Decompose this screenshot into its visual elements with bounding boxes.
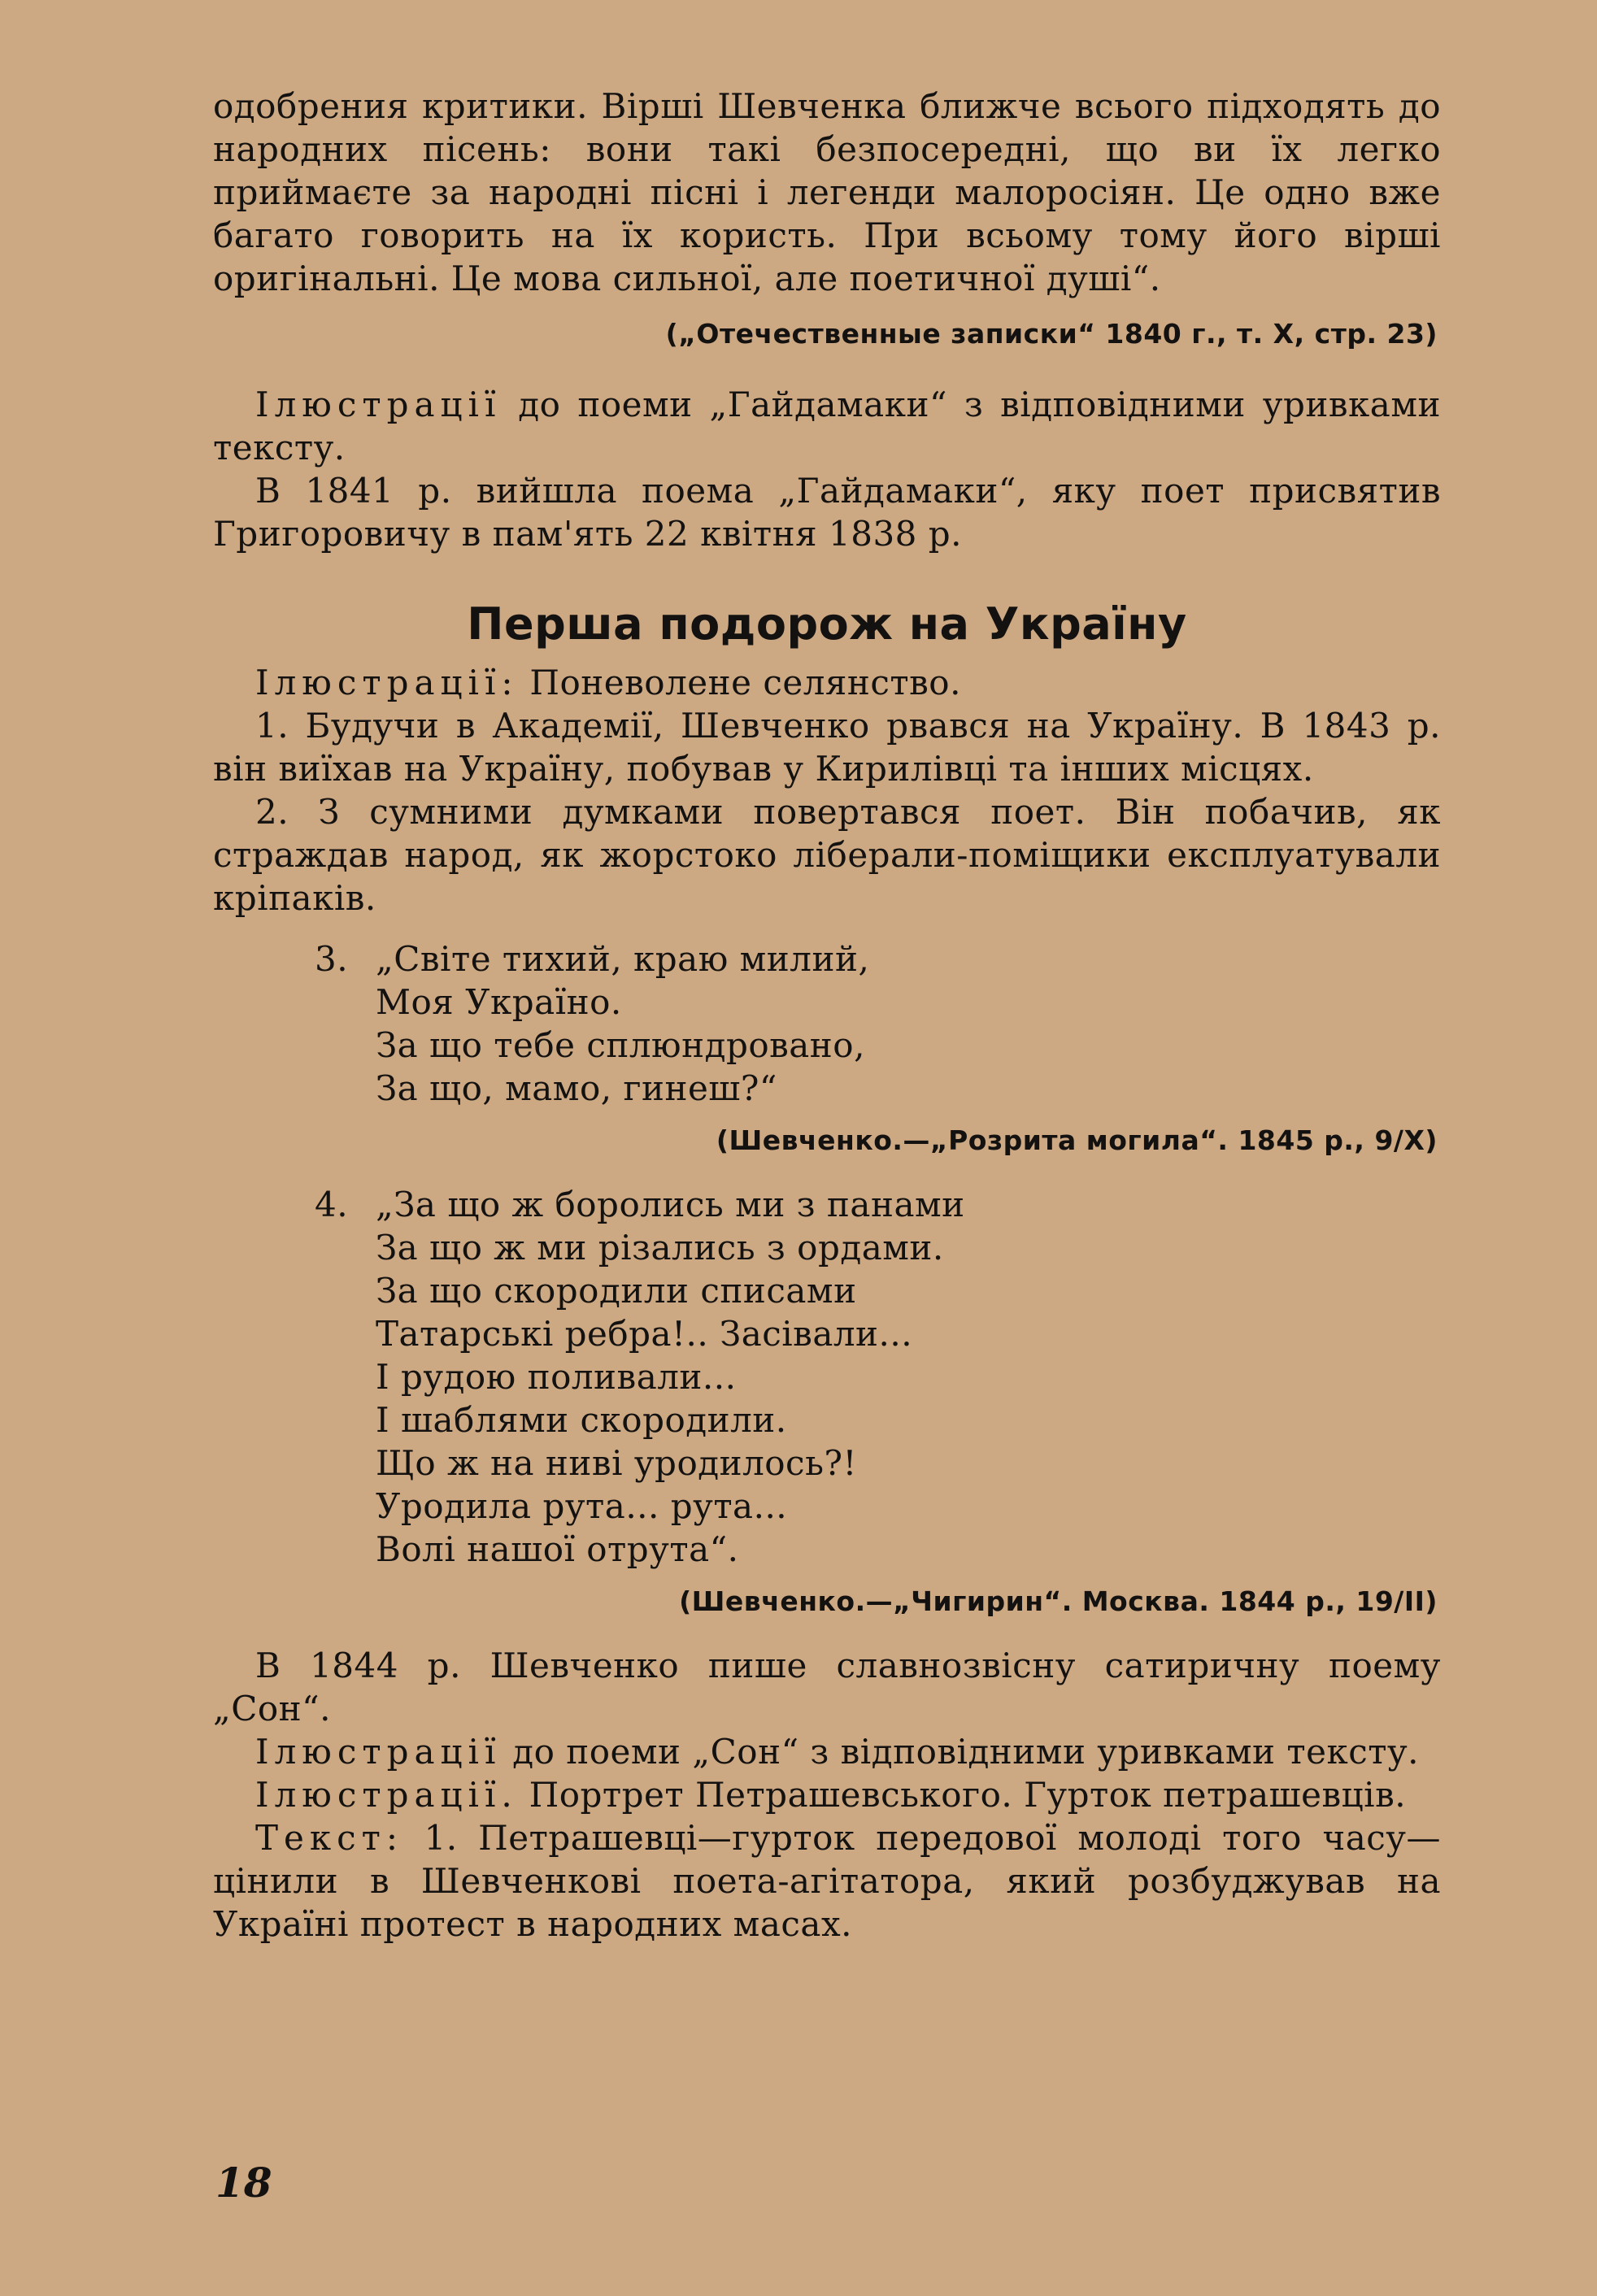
- poem-line: За що тебе сплюндровано,: [376, 1025, 865, 1065]
- poem-line: 4. „За що ж боролись ми з панами: [315, 1185, 965, 1224]
- page-content: [213, 85, 1441, 1946]
- poem-line: Татарські ребра!.. Засівали...: [376, 1314, 913, 1354]
- poem-line: Моя Україно.: [376, 982, 622, 1022]
- poem-line: За що, мамо, гинеш?“: [376, 1068, 777, 1108]
- poem-rozryta-mohyla: [315, 937, 1441, 1110]
- illustrations-enslaved-peasantry: [213, 661, 1441, 704]
- citation-otechestvennye-zapiski: („Отечественные записки“ 1840 г., т. X, стр. 23): [665, 318, 1438, 350]
- illustrations-text: Поневолене селянство.: [518, 663, 961, 702]
- illustrations-label: Ілюстрації.: [255, 1775, 518, 1815]
- citation-chyhyryn: (Шевченко.—„Чигирин“. Москва. 1844 р., 19/II): [679, 1585, 1438, 1617]
- poem-line: І рудою поливали...: [376, 1357, 737, 1397]
- page-number: 18: [215, 2159, 272, 2207]
- illustrations-text: Портрет Петрашевського. Гурток петрашевців.: [517, 1775, 1407, 1815]
- illustrations-text: до поеми „Сон“ з відповідними уривками тексту.: [501, 1732, 1420, 1772]
- illustrations-label: Ілюстрації: [255, 385, 502, 424]
- poem-line: 3. „Світе тихий, краю милий,: [315, 939, 870, 979]
- section-heading: Перша подорож на Україну: [467, 598, 1187, 650]
- poem-line: Волі нашої отрута“.: [376, 1529, 739, 1569]
- son-paragraph: В 1844 р. Шевченко пише славнозвісну сатиричну поему „Сон“.: [213, 1646, 1441, 1729]
- poem-line: Що ж на ниві уродилось?!: [376, 1443, 857, 1483]
- poem-number: 3.: [315, 939, 349, 979]
- illustrations-label: Ілюстрації:: [255, 663, 519, 702]
- poem-line: І шаблями скородили.: [376, 1400, 787, 1440]
- quote-continuation: одобрения критики. Вірші Шевченка ближче всього підходять до народних пісень: вони такі безпосередні, що ви їх легко приймаєте за народні пісні і легенди малоросіян. Це одно вже багато говорить на їх користь. При всьому тому його вірші оригінальні. Це мова сильної, але поетичної душі“.: [213, 86, 1441, 298]
- poem-line: За що ж ми різались з ордами.: [376, 1228, 944, 1268]
- illustrations-text: до поеми „Гайдамаки“ з відповідними уривками тексту.: [213, 385, 1441, 467]
- numbered-item-1: 1. Будучи в Академії, Шевченко рвався на Україну. В 1843 р. він виїхав на Україну, побував у Кирилівці та інших місцях.: [213, 706, 1441, 789]
- citation-rozryta-mohyla: (Шевченко.—„Розрита могила“. 1845 р., 9/X): [716, 1124, 1438, 1156]
- text-label: Текст:: [255, 1818, 404, 1858]
- illustrations-label: Ілюстрації: [255, 1732, 502, 1772]
- illustrations-petrashevsky: [213, 1773, 1441, 1816]
- illustrations-son: [213, 1730, 1441, 1773]
- poem-chyhyryn: [315, 1183, 1441, 1571]
- poem-line: Уродила рута... рута...: [376, 1486, 788, 1526]
- poem-number: 4.: [315, 1185, 349, 1224]
- poem-line: За що скородили списами: [376, 1271, 857, 1311]
- haidamaky-paragraph: В 1841 р. вийшла поема „Гайдамаки“, яку поет присвятив Григоровичу в пам'ять 22 квітня 1838 р.: [213, 471, 1441, 554]
- text-petrashevtsi: [213, 1816, 1441, 1946]
- text-body: 1. Петрашевці—гурток передової молоді того часу—цінили в Шевченкові поета-агітатора, який розбуджував на Україні протест в народних масах.: [213, 1818, 1441, 1944]
- numbered-item-2: 2. З сумними думками повертався поет. Він побачив, як страждав народ, як жорстоко ліберали-поміщики експлуатували кріпаків.: [213, 792, 1441, 918]
- illustrations-haidamaky: [213, 383, 1441, 469]
